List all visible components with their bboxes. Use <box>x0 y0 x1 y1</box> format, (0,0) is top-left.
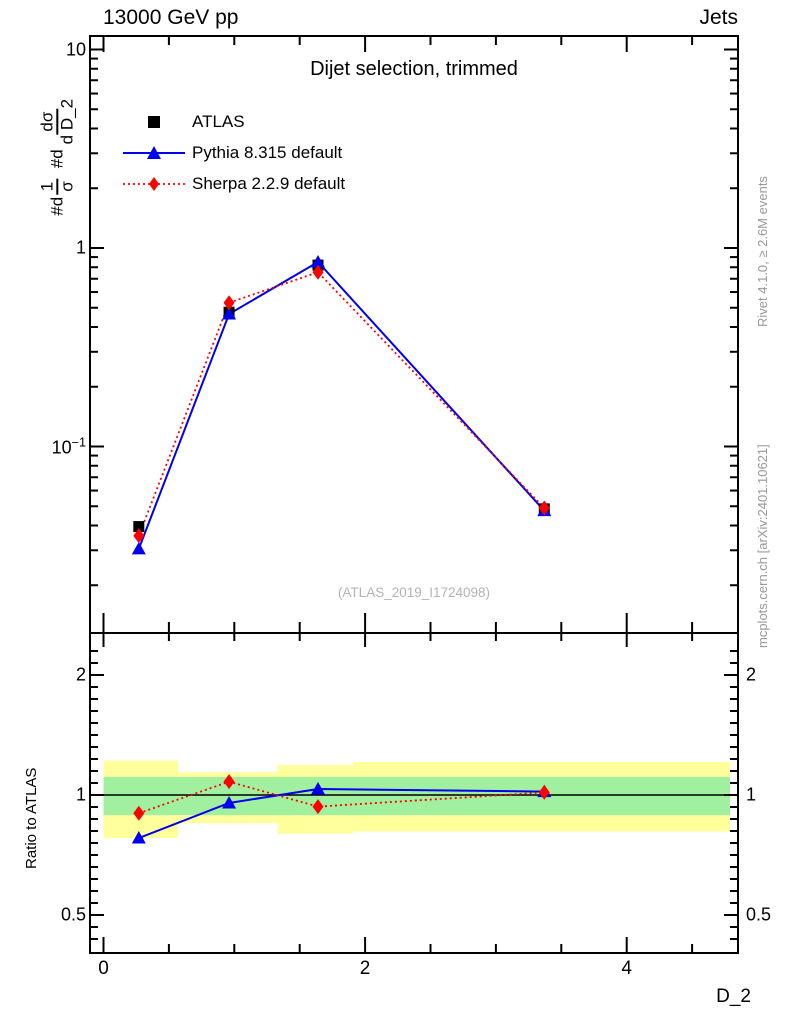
series-line-triangle <box>139 262 544 549</box>
pythia-marker-icon <box>122 144 186 162</box>
x-axis-label: D_2 <box>716 986 751 1007</box>
ratio-y-tick-label-left: 2 <box>75 664 86 685</box>
mcplots-source-note: mcplots.cern.ch [arXiv:2401.10621] <box>755 444 770 648</box>
main-y-tick-label: 1 <box>75 237 86 258</box>
ratio-y-tick-label-right: 0.5 <box>746 904 772 925</box>
legend-item-atlas <box>122 106 345 137</box>
ratio-y-axis-label: Ratio to ATLAS <box>23 767 40 869</box>
ratio-y-tick-label-right: 2 <box>746 664 757 685</box>
ratio-y-tick-label-left: 1 <box>75 784 86 805</box>
data-point-triangle <box>132 542 146 555</box>
x-tick-label: 0 <box>98 958 109 979</box>
legend-label: Sherpa 2.2.9 default <box>192 173 346 193</box>
ylabel-fraction-1: #d 1 σ <box>38 178 76 215</box>
main-y-tick-label: 10 <box>65 39 86 59</box>
sherpa-marker-icon <box>122 175 186 193</box>
plot-title: Dijet selection, trimmed <box>310 58 518 80</box>
atlas-marker-icon <box>122 113 186 131</box>
x-tick-label: 2 <box>359 958 371 979</box>
main-y-axis-label <box>38 86 76 216</box>
legend-item-sherpa <box>122 168 345 199</box>
analysis-group-title: Jets <box>699 6 738 29</box>
ratio-y-tick-label-left: 0.5 <box>60 904 86 925</box>
ratio-y-tick-label-right: 1 <box>746 784 757 805</box>
legend-label: Pythia 8.315 default <box>192 142 343 162</box>
x-tick-label: 4 <box>621 958 632 979</box>
beam-energy-title: 13000 GeV pp <box>103 6 239 29</box>
rivet-version-note: Rivet 4.1.0, ≥ 2.6M events <box>755 176 770 327</box>
ylabel-fraction-2: #d dσ d D_2 <box>37 98 77 169</box>
main-y-tick-label: $10^{-1}$ <box>51 435 86 457</box>
legend <box>122 106 345 199</box>
uncertainty-band-green <box>104 777 731 815</box>
analysis-id-watermark: (ATLAS_2019_I1724098) <box>337 585 491 600</box>
legend-label: ATLAS <box>192 111 245 131</box>
legend-item-pythia <box>122 137 345 168</box>
series-line-diamond <box>139 272 544 536</box>
